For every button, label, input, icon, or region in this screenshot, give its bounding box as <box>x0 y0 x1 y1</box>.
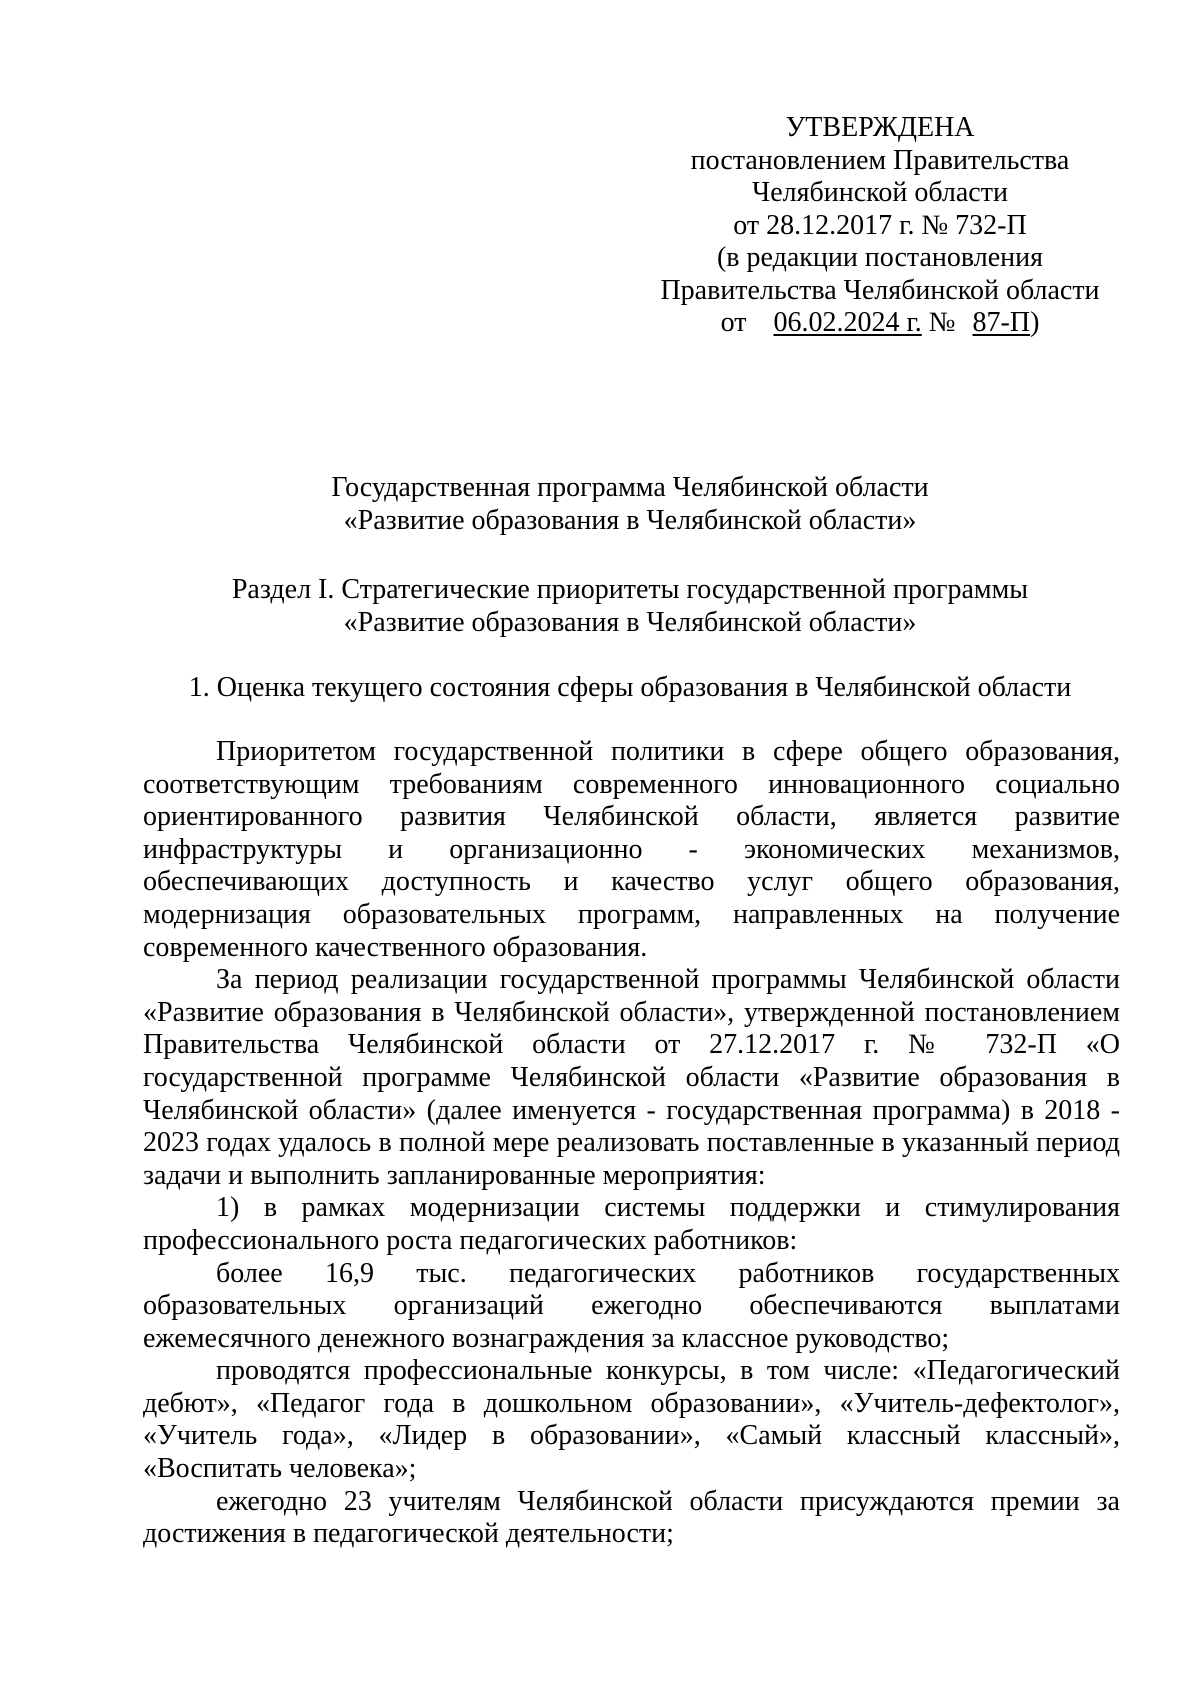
approval-line: Челябинской области <box>752 177 1008 208</box>
program-title-line: Государственная программа Челябинской области <box>331 472 929 503</box>
approval-line: Правительства Челябинской области <box>660 274 1100 306</box>
body-paragraph: ежегодно 23 учителям Челябинской области присуждаются премии за достижения в педагогической деятельности; <box>143 1485 1120 1550</box>
approval-heading: УТВЕРЖДЕНА <box>785 112 975 143</box>
body-paragraph: Приоритетом государственной политики в сфере общего образования, соответствующим требованиям современного инновационного социально ориентированного развития Челябинской области, является развитие инфраструктуры и организационно - экономических механизмов, обеспечивающих доступность и качество услуг общего образования, модернизация образовательных программ, направленных на получение современного качественного образования. <box>143 736 1120 963</box>
body-paragraph: проводятся профессиональные конкурсы, в том числе: «Педагогический дебют», «Педагог года в дошкольном образовании», «Учитель-дефектолог», «Учитель года», «Лидер в образовании», «Самый классный классный», «Воспитать человека»; <box>143 1355 1120 1485</box>
approval-revision-date: 06.02.2024 г. <box>773 307 922 338</box>
approval-line: постановлением Правительства <box>690 144 1070 176</box>
section-title <box>140 574 1120 639</box>
approval-revision-prefix: от <box>720 307 747 338</box>
approval-close-paren: ) <box>1030 307 1040 338</box>
approval-revision-number: 87-П <box>972 307 1031 338</box>
section-title-line: «Развитие образования в Челябинской области» <box>343 606 917 638</box>
document-body <box>143 736 1120 1551</box>
body-paragraph: более 16,9 тыс. педагогических работников государственных образовательных организаций ежегодно обеспечиваются выплатами ежемесячного денежного вознаграждения за классное руководство; <box>143 1257 1120 1354</box>
approval-stamp-block <box>640 112 1120 340</box>
approval-revision-line <box>640 307 1120 340</box>
program-title <box>140 472 1120 537</box>
section-title-line: Раздел I. Стратегические приоритеты государственной программы <box>231 574 1029 605</box>
approval-original-date: от 28.12.2017 г. № 732-П <box>733 209 1027 241</box>
approval-number-sign: № <box>928 307 956 338</box>
approval-line: (в редакции постановления <box>716 242 1044 273</box>
body-paragraph: 1) в рамках модернизации системы поддержки и стимулирования профессионального роста педагогических работников: <box>143 1192 1120 1256</box>
subsection-title <box>140 672 1120 705</box>
body-paragraph: За период реализации государственной программы Челябинской области «Развитие образования в Челябинской области», утвержденной постановлением Правительства Челябинской области от 27.12.2017 г. № 732-П «О государственной программе Челябинской области «Развитие образования в Челябинской области» (далее именуется - государственная программа) в 2018 - 2023 годах удалось в полной мере реализовать поставленные в указанный период задачи и выполнить запланированные мероприятия: <box>143 964 1120 1191</box>
subsection-title-text: 1. Оценка текущего состояния сферы образования в Челябинской области <box>188 672 1072 703</box>
program-title-line: «Развитие образования в Челябинской области» <box>343 504 917 536</box>
